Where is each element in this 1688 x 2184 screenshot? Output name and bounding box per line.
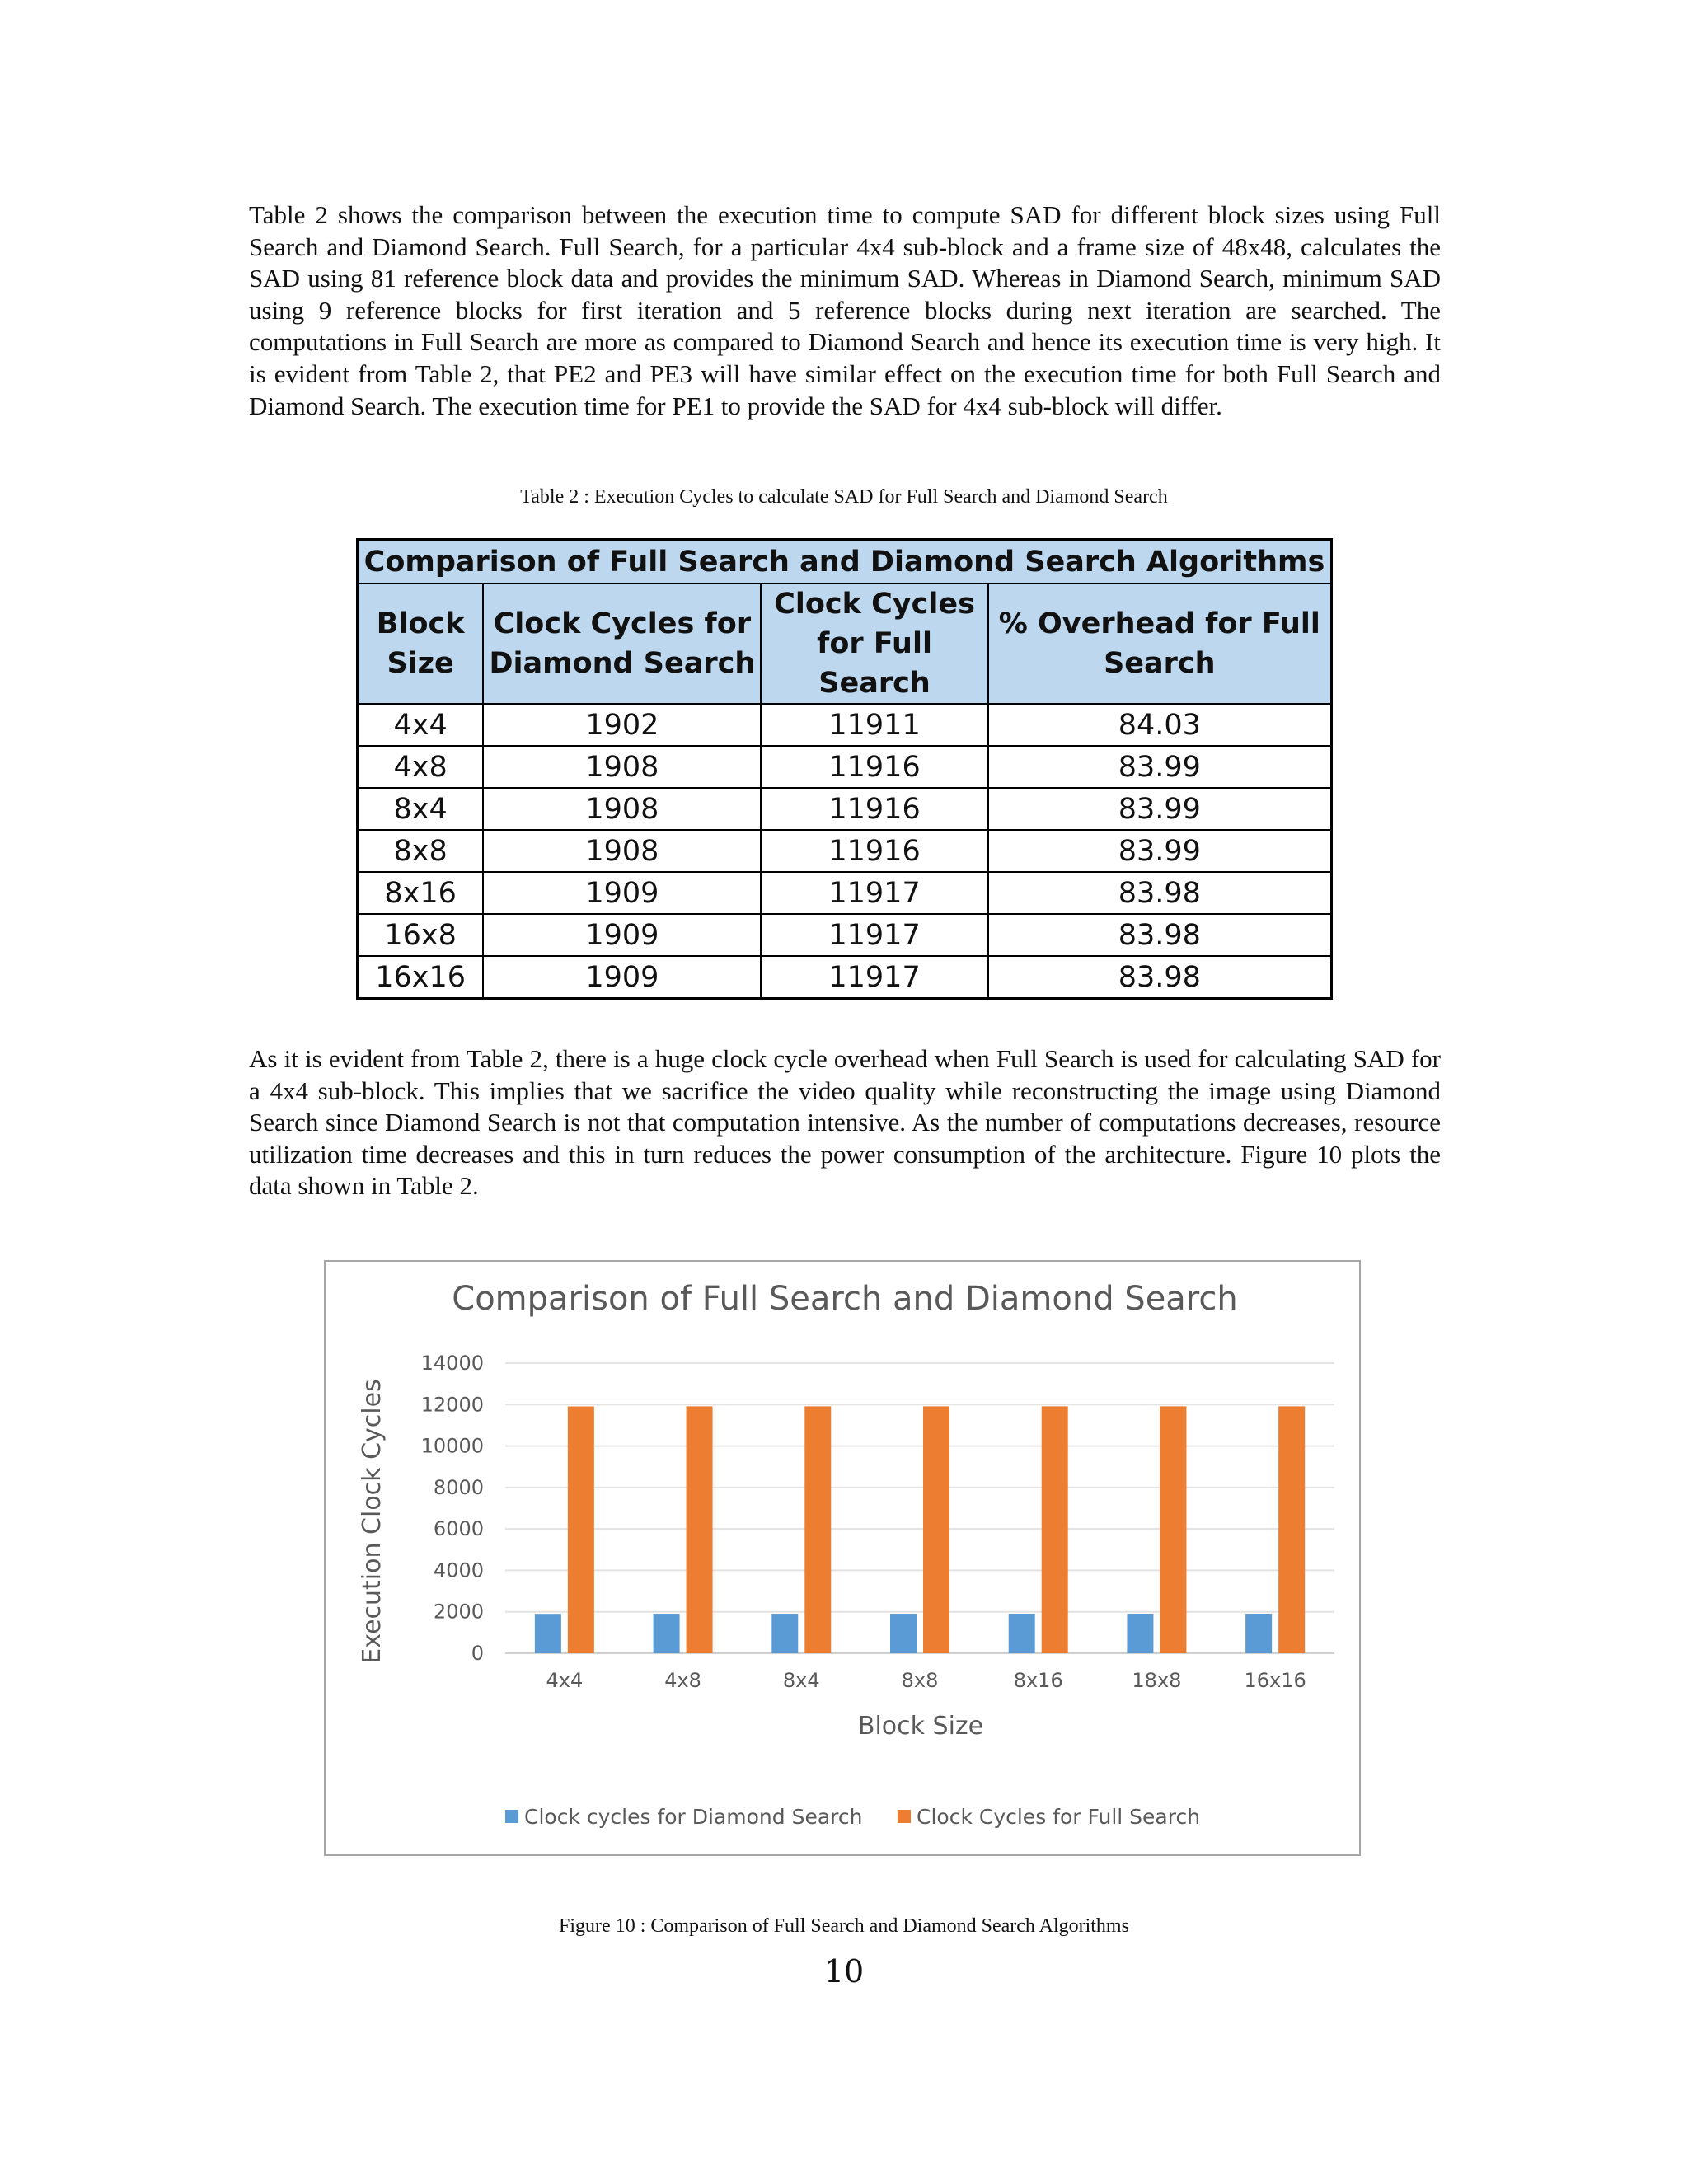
table-cell: 11917 <box>761 914 987 956</box>
table-cell: 1909 <box>483 956 761 999</box>
bar-chart <box>326 1262 1359 1854</box>
table-row <box>358 746 1332 788</box>
table-cell: 83.98 <box>988 872 1332 914</box>
y-tick-label: 10000 <box>420 1434 484 1458</box>
chart-container <box>324 1260 1361 1856</box>
y-tick-label: 8000 <box>433 1475 484 1499</box>
bar-diamond-8x4 <box>771 1614 798 1653</box>
bar-diamond-8x16 <box>1009 1614 1035 1653</box>
table-caption: Table 2 : Execution Cycles to calculate SAD for Full Search and Diamond Search <box>520 486 1168 508</box>
table-cell: 4x8 <box>358 746 484 788</box>
table-cell: 8x4 <box>358 788 484 830</box>
x-tick-label: 8x4 <box>782 1669 820 1692</box>
table-cell: 1908 <box>483 746 761 788</box>
bar-full-4x4 <box>568 1407 594 1653</box>
table-cell: 8x16 <box>358 872 484 914</box>
bar-full-4x8 <box>687 1406 713 1653</box>
y-tick-label: 6000 <box>433 1517 484 1541</box>
y-tick-label: 14000 <box>420 1352 484 1375</box>
table-cell: 1902 <box>483 704 761 746</box>
x-tick-label: 18x8 <box>1132 1669 1182 1692</box>
y-tick-label: 12000 <box>420 1393 484 1417</box>
x-axis-title: Block Size <box>857 1712 984 1741</box>
legend-label: Clock Cycles for Full Search <box>917 1805 1201 1829</box>
column-header: Clock Cycles for Full Search <box>761 583 987 704</box>
bar-diamond-16x16 <box>1245 1614 1272 1653</box>
table-row <box>358 872 1332 914</box>
x-tick-label: 16x16 <box>1244 1669 1306 1692</box>
table-cell: 83.98 <box>988 914 1332 956</box>
y-tick-label: 2000 <box>433 1600 484 1624</box>
x-tick-label: 8x16 <box>1013 1669 1063 1692</box>
table-cell: 11916 <box>761 746 987 788</box>
bar-full-8x4 <box>804 1406 831 1653</box>
table-cell: 83.99 <box>988 746 1332 788</box>
x-tick-label: 4x8 <box>664 1669 701 1692</box>
table-row <box>358 956 1332 999</box>
bar-full-18x8 <box>1160 1406 1186 1653</box>
table-cell: 1909 <box>483 872 761 914</box>
y-axis-title: Execution Clock Cycles <box>358 1379 387 1664</box>
table-cell: 11916 <box>761 830 987 872</box>
table-row <box>358 788 1332 830</box>
table-cell: 1909 <box>483 914 761 956</box>
y-tick-label: 0 <box>471 1642 484 1665</box>
table-cell: 8x8 <box>358 830 484 872</box>
comparison-table <box>356 538 1333 1000</box>
table-cell: 84.03 <box>988 704 1332 746</box>
bar-full-16x16 <box>1278 1406 1305 1653</box>
paragraph-table-intro: Table 2 shows the comparison between the execution time to compute SAD for different block sizes using Full Search and Diamond Search. Full Search, for a particular 4x4 sub-block and a frame size of 48x48, calculates the SAD using 81 reference block data and provides the minimum SAD. Whereas in Diamond Search, minimum SAD using 9 reference blocks for first iteration and 5 reference blocks during next iteration are searched. The computations in Full Search are more as compared to Diamond Search and hence its execution time is very high. It is evident from Table 2, that PE2 and PE3 will have similar effect on the execution time for both Full Search and Diamond Search. The execution time for PE1 to provide the SAD for 4x4 sub-block will differ. <box>249 200 1441 420</box>
x-tick-label: 4x4 <box>546 1669 584 1692</box>
table-cell: 83.98 <box>988 956 1332 999</box>
table-row <box>358 914 1332 956</box>
chart-title: Comparison of Full Search and Diamond Search <box>452 1280 1238 1318</box>
bar-diamond-18x8 <box>1127 1614 1153 1653</box>
paragraph-overhead-discussion: As it is evident from Table 2, there is a huge clock cycle overhead when Full Search is used for calculating SAD for a 4x4 sub-block. This implies that we sacrifice the video quality while reconstructing the image using Diamond Search since Diamond Search is not that computation intensive. As the number of computations decreases, resource utilization time decreases and this in turn reduces the power consumption of the architecture. Figure 10 plots the data shown in Table 2. <box>249 1044 1441 1201</box>
bar-full-8x8 <box>923 1406 950 1653</box>
column-header: % Overhead for Full Search <box>988 583 1332 704</box>
legend-label: Clock cycles for Diamond Search <box>524 1805 863 1829</box>
y-tick-label: 4000 <box>433 1558 484 1582</box>
bar-full-8x16 <box>1042 1406 1068 1653</box>
table-cell: 16x16 <box>358 956 484 999</box>
table-cell: 83.99 <box>988 830 1332 872</box>
table-cell: 1908 <box>483 788 761 830</box>
bar-diamond-8x8 <box>890 1614 917 1653</box>
table-cell: 11916 <box>761 788 987 830</box>
legend-swatch <box>505 1810 518 1823</box>
x-tick-label: 8x8 <box>901 1669 939 1692</box>
bar-diamond-4x4 <box>535 1614 561 1653</box>
table-cell: 11917 <box>761 872 987 914</box>
table-cell: 16x8 <box>358 914 484 956</box>
table-cell: 4x4 <box>358 704 484 746</box>
bar-diamond-4x8 <box>654 1614 680 1653</box>
figure-caption: Figure 10 : Comparison of Full Search and Diamond Search Algorithms <box>559 1915 1129 1937</box>
legend-swatch <box>898 1810 911 1823</box>
table-row <box>358 704 1332 746</box>
table-cell: 1908 <box>483 830 761 872</box>
table-row <box>358 830 1332 872</box>
column-header: Block Size <box>358 583 484 704</box>
table-cell: 83.99 <box>988 788 1332 830</box>
table-cell: 11911 <box>761 704 987 746</box>
column-header: Clock Cycles for Diamond Search <box>483 583 761 704</box>
table-cell: 11917 <box>761 956 987 999</box>
page-number: 10 <box>823 1953 865 1990</box>
table-title: Comparison of Full Search and Diamond Search Algorithms <box>358 540 1332 584</box>
